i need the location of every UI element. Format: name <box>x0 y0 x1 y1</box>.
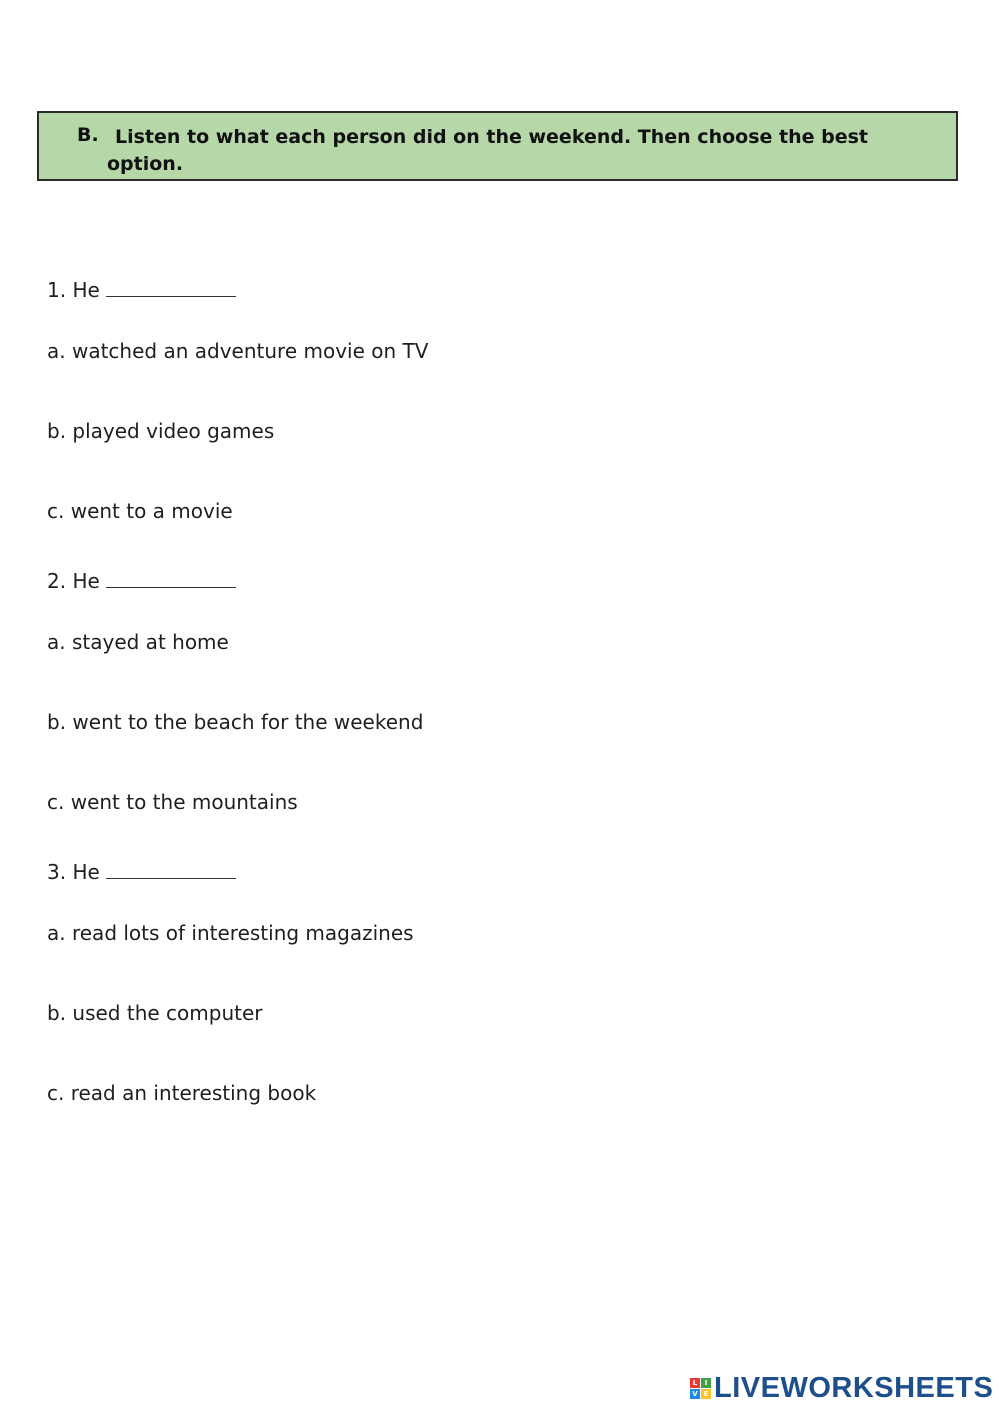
logo-mark-e: E <box>701 1389 711 1399</box>
logo-text: LIVEWORKSHEETS <box>714 1371 994 1404</box>
question-2-prompt: 2. He <box>47 569 100 593</box>
question-3-prompt: 3. He <box>47 860 100 884</box>
logo-mark-icon <box>690 1378 711 1399</box>
question-1-blank[interactable] <box>106 278 236 297</box>
question-3-option-c[interactable]: c. read an interesting book <box>47 1081 317 1105</box>
question-2 <box>47 569 236 593</box>
question-3 <box>47 860 236 884</box>
logo-mark-v: V <box>690 1389 700 1399</box>
logo-mark-i: I <box>701 1378 711 1388</box>
question-1-option-b[interactable]: b. played video games <box>47 419 275 443</box>
section-letter: B. <box>77 124 99 146</box>
liveworksheets-logo <box>690 1372 993 1404</box>
question-1-prompt: 1. He <box>47 278 100 302</box>
question-1-option-c[interactable]: c. went to a movie <box>47 499 233 523</box>
question-3-blank[interactable] <box>106 860 236 879</box>
instruction-text: Listen to what each person did on the weekend. Then choose the best option. <box>107 126 868 175</box>
question-1 <box>47 278 236 302</box>
logo-mark-l: L <box>690 1378 700 1388</box>
question-2-option-c[interactable]: c. went to the mountains <box>47 790 298 814</box>
question-2-option-b[interactable]: b. went to the beach for the weekend <box>47 710 424 734</box>
instruction-box <box>37 111 958 181</box>
question-2-blank[interactable] <box>106 569 236 588</box>
question-1-option-a[interactable]: a. watched an adventure movie on TV <box>47 339 429 363</box>
question-3-option-a[interactable]: a. read lots of interesting magazines <box>47 921 414 945</box>
question-3-option-b[interactable]: b. used the computer <box>47 1001 263 1025</box>
question-2-option-a[interactable]: a. stayed at home <box>47 630 229 654</box>
